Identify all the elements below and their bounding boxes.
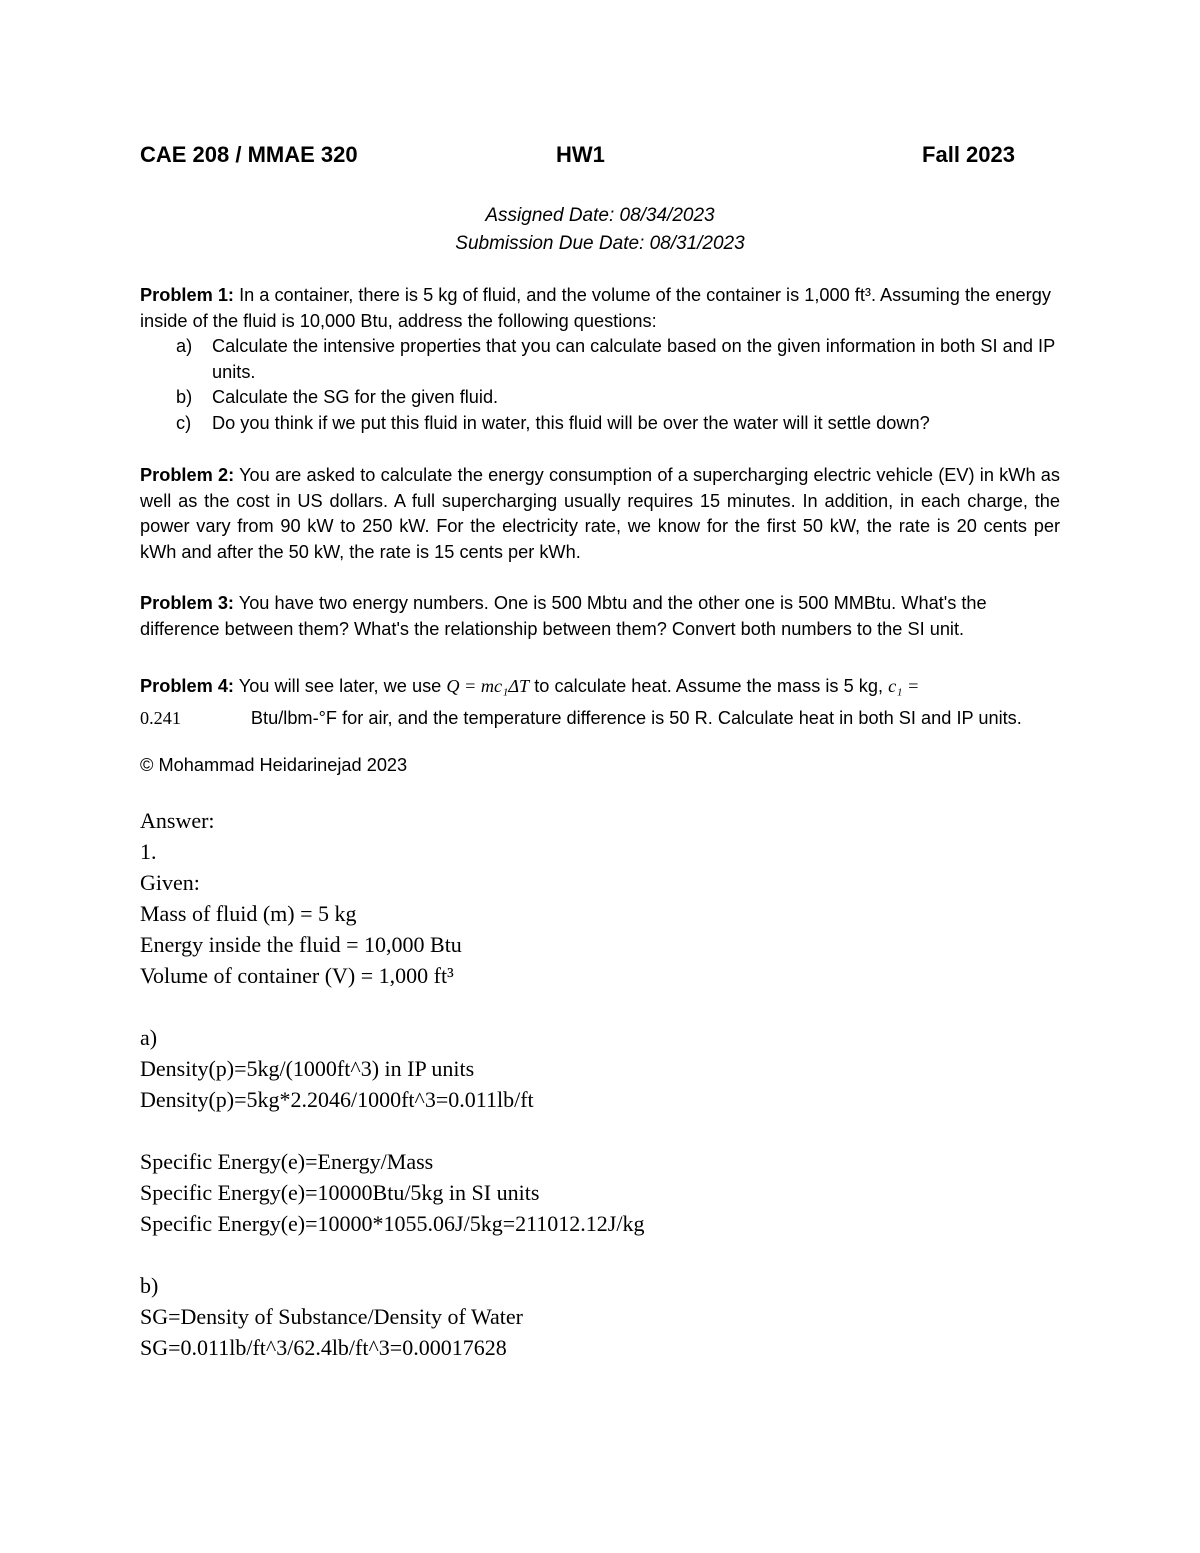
list-item-text: Calculate the intensive properties that you can calculate based on the given information in both SI and IP units. xyxy=(212,336,1055,382)
problem-4 xyxy=(140,670,1060,734)
term-label: Fall 2023 xyxy=(922,142,1015,167)
density-line: Density(p)=5kg*2.2046/1000ft^3=0.011lb/ft xyxy=(140,1087,534,1112)
problem-2-label: Problem 2: xyxy=(140,465,235,485)
sg-line: SG=Density of Substance/Density of Water xyxy=(140,1304,523,1329)
problem-2-text: You are asked to calculate the energy consumption of a supercharging electric vehicle (EV) in kWh as well as the cost in US dollars. A full supercharging usually requires 15 minutes. In addition, in each charge, the power vary from 90 kW to 250 kW. For the electricity rate, we know for the first 50 kW, the rate is 20 cents per kWh and after the 50 kW, the rate is 15 cents per kWh. xyxy=(140,465,1060,562)
answer-section xyxy=(140,805,1040,1363)
problem-4-text-after: Btu/lbm-°F for air, and the temperature difference is 50 R. Calculate heat in both SI and IP units. xyxy=(250,708,1022,728)
given-label: Given: xyxy=(140,870,200,895)
date-block xyxy=(140,202,1060,258)
problem-4-label: Problem 4: xyxy=(140,676,234,696)
list-marker: c) xyxy=(176,412,192,433)
specific-heat-value: 0.241 xyxy=(140,708,181,728)
problem-3-label: Problem 3: xyxy=(140,593,234,613)
list-item xyxy=(140,334,1060,385)
list-item xyxy=(140,411,1060,437)
specific-energy-line: Specific Energy(e)=10000*1055.06J/5kg=211012.12J/kg xyxy=(140,1211,645,1236)
specific-energy-line: Specific Energy(e)=10000Btu/5kg in SI units xyxy=(140,1180,540,1205)
due-date: Submission Due Date: 08/31/2023 xyxy=(455,233,745,254)
density-line: Density(p)=5kg/(1000ft^3) in IP units xyxy=(140,1056,475,1081)
problem-1-text: In a container, there is 5 kg of fluid, and the volume of the container is 1,000 ft³. Assuming the energy inside of the fluid is 10,000 Btu, address the following questions: xyxy=(140,285,1051,331)
part-b-label: b) xyxy=(140,1273,159,1298)
assignment-title: HW1 xyxy=(556,142,605,167)
problem-2 xyxy=(140,463,1060,565)
problem-4-text-before: You will see later, we use xyxy=(238,676,442,696)
list-marker: a) xyxy=(176,336,193,356)
answer-number: 1. xyxy=(140,839,157,864)
course-code: CAE 208 / MMAE 320 xyxy=(140,142,358,167)
given-line: Mass of fluid (m) = 5 kg xyxy=(140,901,357,926)
assigned-date: Assigned Date: 08/34/2023 xyxy=(485,205,715,226)
copyright: © Mohammad Heidarinejad 2023 xyxy=(140,755,408,775)
specific-energy-line: Specific Energy(e)=Energy/Mass xyxy=(140,1149,434,1174)
page-header xyxy=(140,142,1015,172)
list-item-text: Calculate the SG for the given fluid. xyxy=(212,387,499,407)
problem-1 xyxy=(140,283,1060,436)
problem-4-text-mid: to calculate heat. Assume the mass is 5 kg, xyxy=(534,676,884,696)
problem-1-label: Problem 1: xyxy=(140,285,234,305)
problem-3-text: You have two energy numbers. One is 500 Mbtu and the other one is 500 MMBtu. What's the difference between them? What's the relationship between them? Convert both numbers to the SI unit. xyxy=(140,593,987,639)
given-line: Energy inside the fluid = 10,000 Btu xyxy=(140,932,462,957)
sg-line: SG=0.011lb/ft^3/62.4lb/ft^3=0.00017628 xyxy=(140,1335,507,1360)
list-item xyxy=(140,385,1060,411)
list-item-text: Do you think if we put this fluid in water, this fluid will be over the water will it settle down? xyxy=(212,412,930,433)
list-marker: b) xyxy=(176,387,193,407)
problem-3 xyxy=(140,591,1060,642)
heat-equation: Q = mc₁ΔT xyxy=(446,676,530,696)
specific-heat-symbol: c₁ = xyxy=(888,676,920,696)
problem-1-questions xyxy=(140,334,1060,436)
given-line: Volume of container (V) = 1,000 ft³ xyxy=(140,963,454,988)
answer-heading: Answer: xyxy=(140,808,215,833)
part-a-label: a) xyxy=(140,1025,158,1050)
